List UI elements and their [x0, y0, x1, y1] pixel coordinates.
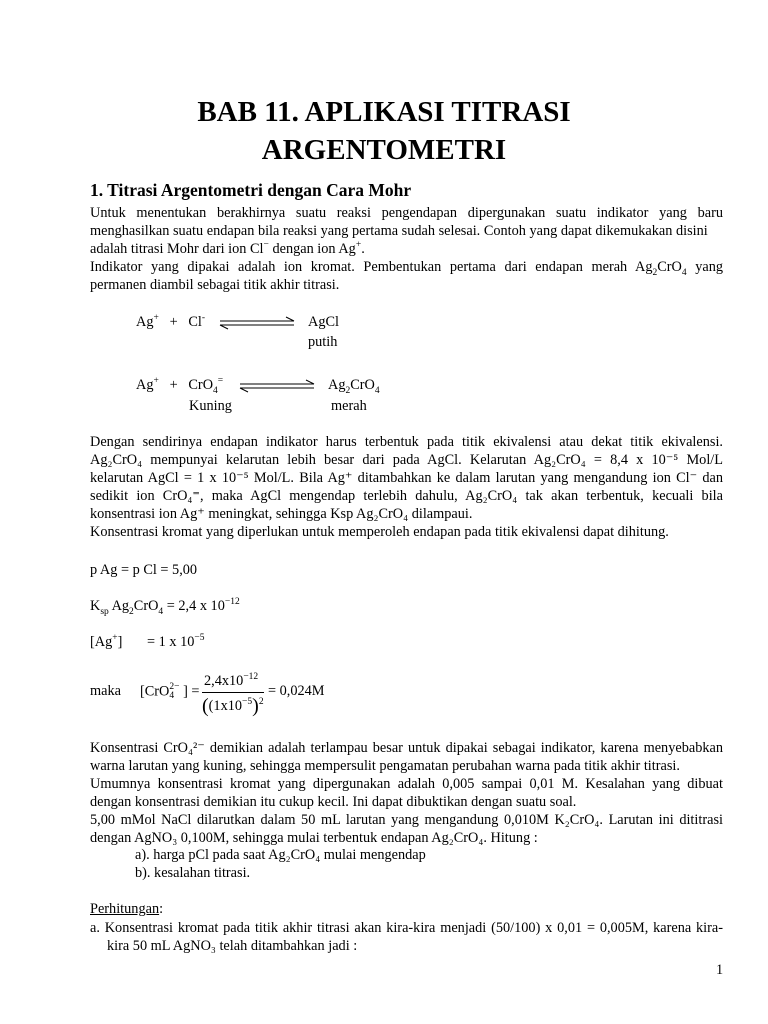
- text-line: Umumnya konsentrasi kromat yang dipergunakan adalah 0,005 sampai 0,01 M. Kesalahan yang dibuat: [90, 776, 723, 792]
- text-line: Ag₂CrO₄ mempunyai kelarutan lebih besar dari pada AgCl. Kelarutan Ag₂CrO₄ = 8,4 x 10⁻⁵ Mol/L: [90, 452, 723, 468]
- text-line: Dengan sendirinya endapan indikator harus terbentuk pada titik ekivalensi atau dekat titik ekivalensi.: [90, 434, 723, 450]
- text-line: Untuk menentukan berakhirnya suatu reaksi pengendapan dipergunakan suatu indikator yang baru: [90, 205, 723, 221]
- paragraph-intro: [90, 204, 723, 294]
- text-line: Indikator yang dipakai adalah ion kromat. Pembentukan pertama dari endapan merah $Ag_2CrO_4$ yang: [90, 259, 723, 278]
- reaction-1-product-label: putih: [308, 334, 338, 350]
- text-line: sedikit ion CrO₄⁼, maka AgCl mengendap terlebih dahulu, Ag₂CrO₄ tak akan terbentuk, kecuali bila: [90, 488, 723, 504]
- text-line: dengan AgNO₃ 0,100M, sehingga mulai terbentuk endapan Ag₂CrO₄. Hitung :: [90, 830, 538, 846]
- list-item-a: a). harga pCl pada saat Ag₂CrO₄ mulai mengendap: [135, 847, 426, 863]
- equation-ag-value: = 1 x $10^{-5}$: [147, 633, 205, 650]
- equation-maka: maka: [90, 683, 121, 699]
- equilibrium-arrow-icon: [238, 379, 318, 393]
- list-item-b: b). kesalahan titrasi.: [135, 865, 251, 881]
- fraction-bar: [202, 692, 264, 693]
- reaction-2-reactants: Ag+ + CrO$_4$=: [136, 376, 224, 396]
- fraction-numerator: $2,4x10^{-12}$: [204, 672, 259, 689]
- paragraph-chromate: [90, 739, 723, 847]
- reaction-1-reactants: Ag+ + Cl-: [136, 313, 206, 330]
- text-line: menghasilkan suatu endapan bila reaksi yang pertama sudah selesai. Contoh yang dapat dikemukakan disini: [90, 223, 708, 239]
- equation-cro4-lhs: [CrO 2− 4 ] =: [140, 682, 200, 701]
- text-line: kelarutan AgCl = 1 x 10⁻⁵ Mol/L. Bila Ag⁺ ditambahkan ke dalam larutan yang mengandung ion Cl⁻ dan: [90, 470, 723, 486]
- text-line: Konsentrasi CrO₄²⁻ demikian adalah terlampau besar untuk dipakai sebagai indikator, karena menyebabkan: [90, 740, 723, 756]
- equation-ksp: $K_{sp}$ $Ag_2CrO_4 = 2,4$ x $10^{-12}$: [90, 597, 240, 617]
- equation-pag: p Ag = p Cl = 5,00: [90, 562, 198, 578]
- equation-ag-conc: [Ag+]: [90, 633, 123, 650]
- paragraph-solubility: [90, 433, 723, 541]
- text-line: konsentrasi ion Ag⁺ meningkat, sehingga Ksp Ag₂CrO₄ dilampaui.: [90, 506, 473, 522]
- equation-result: = 0,024M: [268, 683, 325, 699]
- text-line: permanen diambil sebagai titik akhir titrasi.: [90, 277, 340, 293]
- chapter-title-line-2: ARGENTOMETRI: [261, 134, 507, 166]
- text-line: kira 50 mL AgNO₃ telah ditambahkan jadi :: [107, 938, 358, 954]
- text-line: warna larutan yang kuning, sehingga mempersulit pengamatan perubahan warna pada titik akhir titrasi.: [90, 758, 680, 774]
- text-line: Konsentrasi kromat yang diperlukan untuk memperoleh endapan pada titik ekivalensi dapat dihitung.: [90, 524, 669, 540]
- text-line: 5,00 mMol NaCl dilarutkan dalam 50 mL larutan yang mengandung 0,010M K₂CrO₄. Larutan ini dititrasi: [90, 812, 723, 828]
- text-line: adalah titrasi Mohr dari ion Cl− dengan ion Ag+.: [90, 240, 365, 257]
- reaction-2-product-label: merah: [331, 398, 367, 414]
- text-line: dengan konsentrasi demikian itu cukup kecil. Ini dapat dibuktikan dengan suatu soal.: [90, 794, 577, 810]
- text-line: a. Konsentrasi kromat pada titik akhir titrasi akan kira-kira menjadi (50/100) x 0,01 = 0,005M, karena kira-: [90, 920, 723, 936]
- equilibrium-arrow-icon: [218, 316, 298, 330]
- calculation-a: [90, 919, 723, 955]
- calculation-heading: Perhitungan:: [90, 901, 164, 917]
- reaction-1-product: AgCl: [308, 314, 339, 330]
- fraction-denominator: ($(1x10^{-5})^2$: [202, 695, 264, 717]
- page-number: 1: [716, 962, 724, 978]
- chapter-title-line-1: BAB 11. APLIKASI TITRASI: [197, 96, 571, 128]
- section-heading: 1. Titrasi Argentometri dengan Cara Mohr: [90, 180, 412, 200]
- reaction-2-product: $Ag_2CrO_4$: [328, 377, 380, 396]
- reaction-2-reactant-label: Kuning: [189, 398, 232, 414]
